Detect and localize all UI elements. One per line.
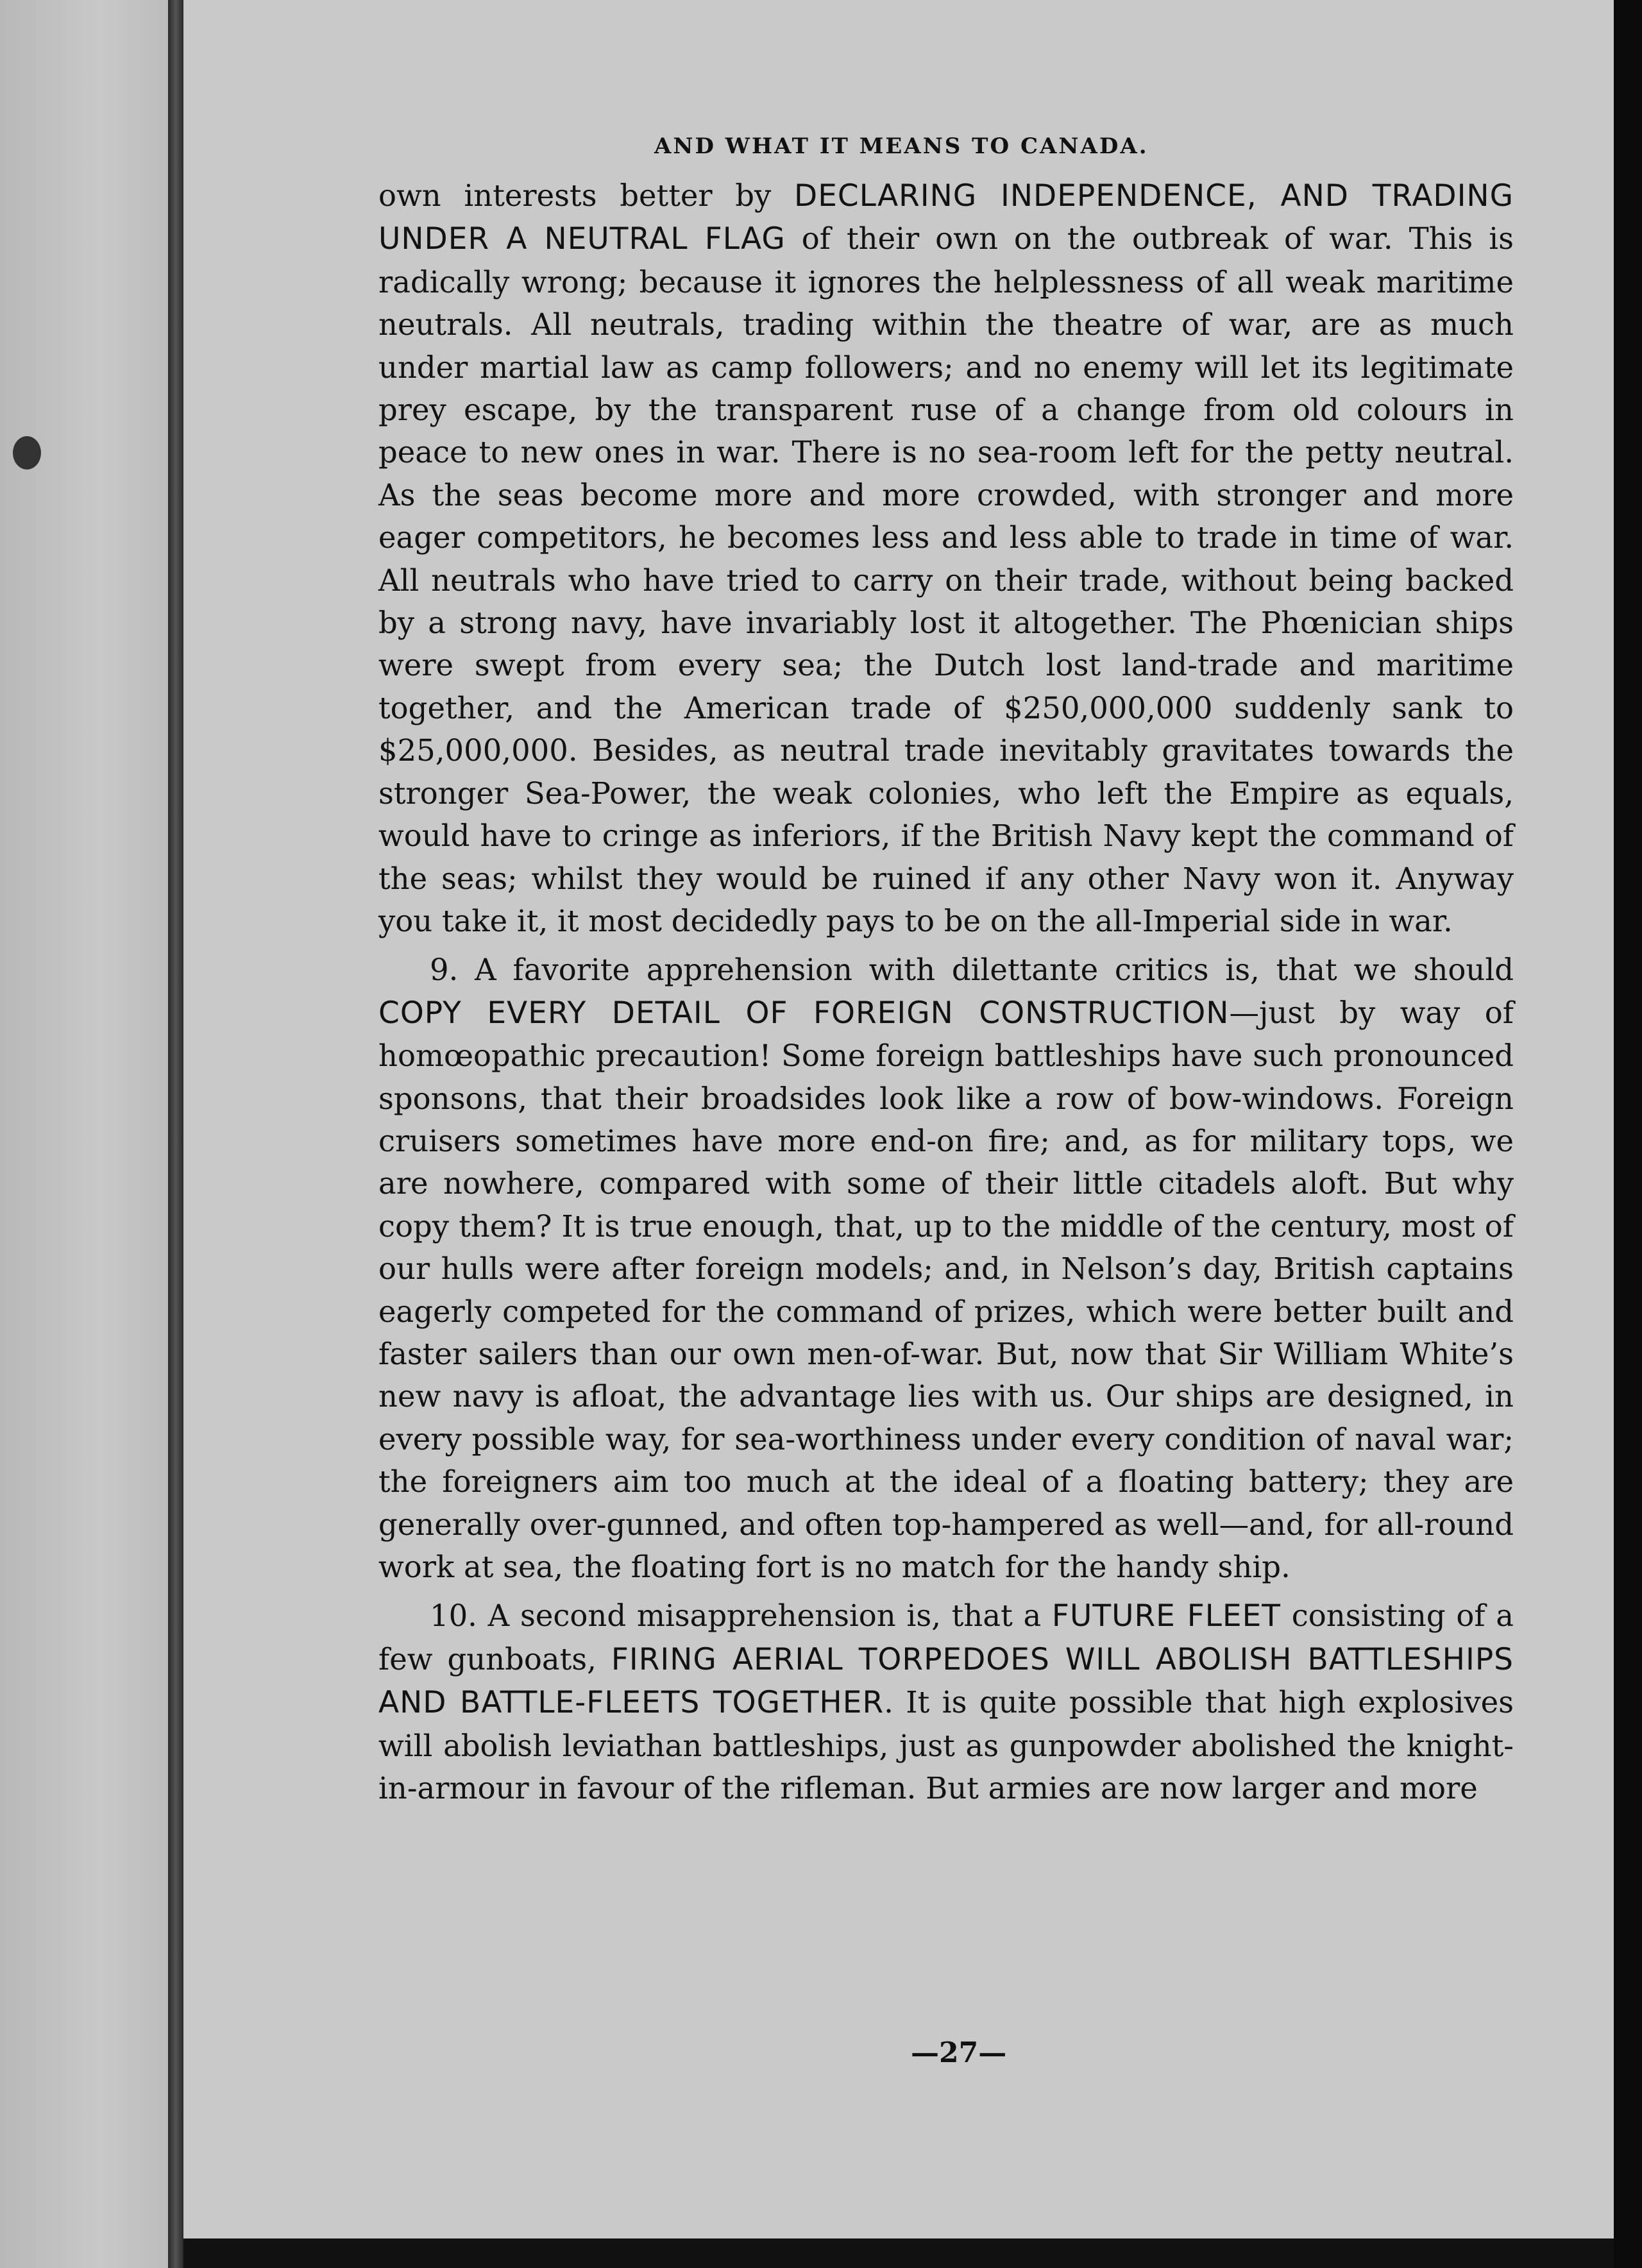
emphasis-aerial-torpedoes: FIRING AERIAL TORPEDOES WILL ABOLISH BATTLESHIPS AND BATTLE-FLEETS TOGETHER <box>378 1641 1514 1721</box>
scan-border-bottom <box>183 2238 1614 2268</box>
paragraph-neutral-flag: own interests better by DECLARING INDEPENDENCE, AND TRADING UNDER A NEUTRAL FLAG of their own on the outbreak of war. This is radically wrong; because it ignores the helplessness of all weak maritime neutrals. All neutrals, trading within the theatre of war, are as much under martial law as camp followers; and no enemy will let its legitimate prey escape, by the transparent ruse of a change from old colours in peace to new ones in war. There is no sea-room left for the petty neutral. As the seas become more and more crowded, with stronger and more eager competitors, he becomes less and less able to trade in time of war. All neutrals who have tried to carry on their trade, without being backed by a strong navy, have invariably lost it altogether. The Phœnician ships were swept from every sea; the Dutch lost land-trade and maritime together, and the American trade of $250,000,000 suddenly sank to $25,000,000. Besides, as neutral trade inevitably gravitates towards the stronger Sea-Power, the weak colonies, who left the Empire as equals, would have to cringe as inferiors, if the British Navy kept the command of the seas; whilst they would be ruined if any other Navy won it. Anyway you take it, it most decidedly pays to be on the all-Imperial side in war. <box>378 178 1514 938</box>
scan-border-right <box>1614 0 1642 2268</box>
ink-blot <box>13 436 41 470</box>
paragraph-10-future-fleet: 10. A second misapprehension is, that a FUTURE FLEET consisting of a few gunboats, FIRING AERIAL TORPEDOES WILL ABOLISH BATTLESHIPS AND BATTLE-FLEETS TOGETHER. It is quite possible that high explosives will abolish leviathan battleships, just as gunpowder abolished the knight-in-armour in favour of the rifleman. But armies are now larger and more <box>378 1598 1514 1806</box>
emphasis-future-fleet: FUTURE FLEET <box>1051 1598 1282 1634</box>
page-body <box>378 174 1514 1809</box>
paragraph-9-foreign-construction: 9. A favorite apprehension with dilettante critics is, that we should COPY EVERY DETAIL OF FOREIGN CONSTRUCTION—just by way of homœopathic precaution! Some foreign battleships have such pronounced sponsons, that their broadsides look like a row of bow-windows. Foreign cruisers sometimes have more end-on fire; and, as for military tops, we are nowhere, compared with some of their little citadels aloft. But why copy them? It is true enough, that, up to the middle of the century, most of our hulls were after foreign models; and, in Nelson’s day, British captains eagerly competed for the command of prizes, which were better built and faster sailers than our own men-of-war. But, now that Sir William White’s new navy is afloat, the advantage lies with us. Our ships are designed, in every possible way, for sea-worthiness under every condition of naval war; the foreigners aim too much at the ideal of a floating battery; they are generally over-gunned, and often top-hampered as well—and, for all-round work at sea, the floating fort is no match for the handy ship. <box>378 952 1514 1584</box>
running-title: AND WHAT IT MEANS TO CANADA. <box>654 133 1149 159</box>
emphasis-copy-every-detail: COPY EVERY DETAIL OF FOREIGN CONSTRUCTION <box>378 995 1230 1031</box>
emphasis-declaring-independence: DECLARING INDEPENDENCE, AND TRADING UNDER A NEUTRAL FLAG <box>378 178 1514 257</box>
page-number: —27— <box>911 2036 1007 2069</box>
facing-page-edge <box>0 0 168 2268</box>
book-gutter <box>168 0 183 2268</box>
